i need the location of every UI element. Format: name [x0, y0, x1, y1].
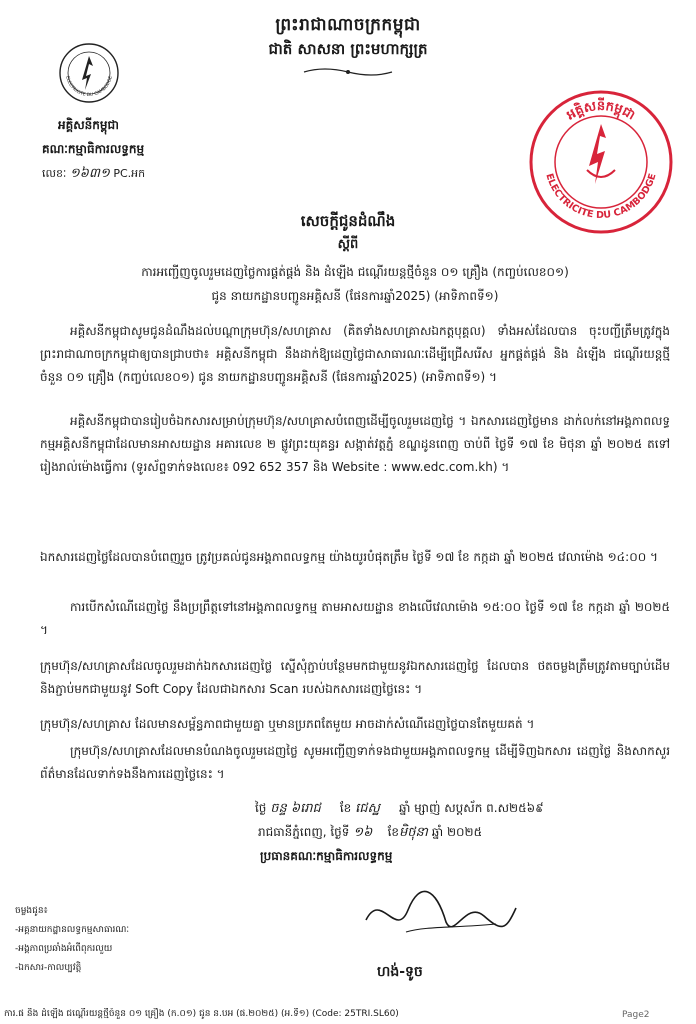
solar-day-handwritten: ១៦ [353, 825, 373, 840]
solar-month-label: ខែ [387, 825, 399, 839]
stamp-khmer-text: អគ្គិសនីកម្ពុជា [564, 99, 638, 124]
document-footer: ការ.ផ និង ដំឡើង ជណ្តើរយន្តថ្មីចំនួន ០១ គ្រឿង (ក.០១) ជូន ន.បអ (ផ.២០២៥) (អ.ទី១) (Code: 25TRI.SL60) [4, 1009, 399, 1019]
lunar-day-handwritten: ចន្ទ ៦រោជ [270, 801, 321, 816]
paragraph-contact: ក្រុមហ៊ុន/សហគ្រាសដែលមានបំណងចូលរួមដេញថ្លៃ សូមអញ្ជើញទាក់ទងជាមួយអង្គភាពលទ្ធកម្ម ដើម្បីទិញឯកសារ ដេញថ្លៃ និងសាកសួរព័ត៌មានដែលទាក់ទងនឹងការដេញថ្លៃនេះ ។ [40, 744, 670, 781]
paragraph-opening: ការបើកសំណើដេញថ្លៃ នឹងប្រព្រឹត្តទៅនៅអង្គភាពលទ្ធកម្ម តាមអាសយដ្ឋាន ខាងលើវេលាម៉ោង ១៥:០០ ថ្ងៃទី ១៧ ខែ កក្កដា ឆ្នាំ ២០២៥ ។ [40, 600, 670, 637]
national-motto: ជាតិ សាសនា ព្រះមហាក្សត្រ [268, 40, 428, 58]
notice-title: សេចក្តីជូនដំណឹង [300, 212, 396, 230]
solar-date [258, 824, 482, 843]
lunar-date [255, 800, 544, 819]
org-department: គណៈកម្មាធិការលទ្ធកម្ម [42, 142, 145, 156]
cc-item: -អគ្គនាយកដ្ឋានលទ្ធកម្មសាធារណៈ [15, 925, 130, 935]
cc-title: ចម្លងជូន៖ [15, 906, 48, 916]
cc-item: -អង្គភាពប្រឆាំងអំពើពុករលួយ [15, 944, 113, 954]
page-indicator: Page2 [622, 1010, 650, 1020]
solar-date-prefix: រាជធានីភ្នំពេញ, ថ្ងៃទី [258, 825, 350, 839]
subject-line-1: ការអញ្ជើញចូលរួមដេញថ្លៃការផ្គត់ផ្គង់ និង ដំឡើង ជណ្តើរយន្តថ្មីចំនួន ០១ គ្រឿង (កញ្ចប់លេខ០១) [141, 265, 569, 279]
solar-month-handwritten: មិថុនា [399, 825, 428, 840]
paragraph-deadline: ឯកសារដេញថ្លៃដែលបានបំពេញរួច ត្រូវប្រគល់ជូនអង្គភាពលទ្ធកម្ម យ៉ាងយូរបំផុតត្រឹម ថ្ងៃទី ១៧ ខែ កក្កដា ឆ្នាំ ២០២៥ វេលាម៉ោង ១៤:០០ ។ [40, 550, 658, 564]
kingdom-heading: ព្រះរាជាណាចក្រកម្ពុជា [275, 15, 421, 35]
paragraph-single-bid: ក្រុមហ៊ុន/សហគ្រាស ដែលមានសម្ព័ន្ធភាពជាមួយគ្នា ឬមានប្រភពតែមួយ អាចដាក់សំណើដេញថ្លៃបានតែមួយគត់ ។ [40, 717, 535, 731]
paragraph-soft-copy: ក្រុមហ៊ុន/សហគ្រាសដែលចូលរួមដាក់ឯកសារដេញថ្លៃ ស្នើសុំភ្ជាប់បន្ថែមមកជាមួយនូវឯកសារដេញថ្លៃ ដែលបាន ថតចម្លងត្រឹមត្រូវតាមច្បាប់ដើម និងភ្ជាប់មកជាមួយនូវ Soft Copy ដែលជាឯកសារ Scan របស់ឯកសារដេញថ្លៃនេះ ។ [40, 659, 670, 696]
subject-line-2: ជូន នាយកដ្ឋានបញ្ជូនអគ្គិសនី (ផែនការឆ្នាំ2025) (អាទិភាពទី១) [211, 289, 499, 303]
signer-title: ប្រធានគណៈកម្មាធិការលទ្ធកម្ម [260, 849, 393, 863]
signer-name: ហង់-ទូច [377, 964, 423, 980]
handwritten-signature [346, 880, 526, 950]
subject-label: ស្តីពី [337, 237, 359, 252]
paragraph-intro: អគ្គិសនីកម្ពុជាសូមជូនដំណឹងដល់បណ្តាក្រុមហ៊ុន/សហគ្រាស (គិតទាំងសហគ្រាសឯកត្តបុគ្គល) ទាំងអស់ដែលបាន ចុះបញ្ជីត្រឹមត្រូវក្នុងព្រះរាជាណាចក្រកម្ពុជាឲ្យបានជ្រាបថា៖ អគ្គិសនីកម្ពុជា នឹងដាក់ឱ្យដេញថ្លៃជាសាធារណៈដើម្បីជ្រើសរើស អ្នកផ្គត់ផ្គង់ និង ដំឡើង ជណ្តើរយន្តថ្មីចំនួន ០១ គ្រឿង (កញ្ចប់លេខ០១) ជូន នាយកដ្ឋានបញ្ជូនអគ្គិសនី (ផែនការឆ្នាំ2025) (អាទិភាពទី១) ។ [40, 324, 670, 384]
ref-prefix: លេខៈ [42, 167, 67, 180]
cc-item: -ឯកសារ-កាលប្បវត្តិ [15, 963, 82, 973]
ref-suffix: PC.អក [113, 167, 146, 180]
reference-number [42, 165, 145, 184]
edc-logo [58, 42, 120, 104]
lunar-day-label: ថ្ងៃ [255, 801, 267, 815]
paragraph-documents: អគ្គិសនីកម្ពុជាបានរៀបចំឯកសារសម្រាប់ក្រុមហ៊ុន/សហគ្រាសបំពេញដើម្បីចូលរួមដេញថ្លៃ ។ ឯកសារដេញថ្លៃមាន ដាក់លក់នៅអង្គភាពលទ្ធកម្មអគ្គិសនីកម្ពុជាដែលមានអាសយដ្ឋាន អគារលេខ ២ ផ្លូវព្រះយុគន្ធរ សង្កាត់វត្តភ្នំ ខណ្ឌដូនពេញ ចាប់ពី ថ្ងៃទី ១៧ ខែ មិថុនា ឆ្នាំ ២០២៥ តទៅរៀងរាល់ម៉ោងធ្វើការ (ទូរស័ព្ទទាក់ទងលេខ៖ 092 652 357 និង Website : www.edc.com.kh) ។ [40, 414, 670, 474]
org-name: អគ្គិសនីកម្ពុជា [58, 118, 119, 132]
lunar-month-label: ខែ [339, 801, 352, 815]
notice-subject [60, 260, 650, 308]
lunar-year: ឆ្នាំ ម្សាញ់ សប្តស័ក ព.ស២៥៦៩ [398, 801, 544, 815]
stamp-french-text: ELECTRICITE DU CAMBODGE [543, 172, 659, 222]
ornament-divider [300, 66, 396, 78]
logo-text: ELECTRICITE DU CAMBODGE [64, 75, 114, 99]
solar-year: ឆ្នាំ ២០២៥ [431, 825, 483, 839]
ref-number: ១៦៣១ [69, 166, 110, 181]
lunar-month-handwritten: ជេស្ឋ [355, 801, 380, 816]
